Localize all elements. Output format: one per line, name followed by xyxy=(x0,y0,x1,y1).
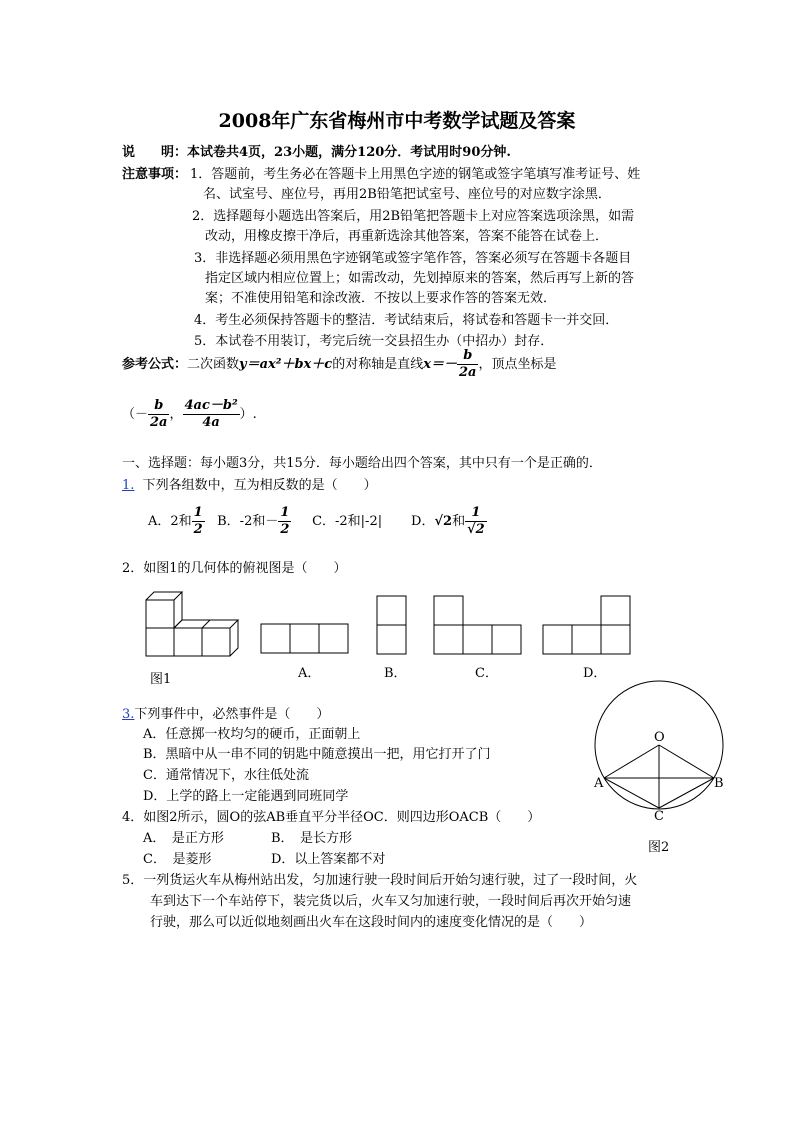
q1-a-prefix: A．2和 xyxy=(148,514,192,529)
formula-mid: 的对称轴是直线 xyxy=(332,357,424,372)
q4-option-c: C． 是菱形 xyxy=(143,852,212,867)
note-4-line1: 4．考生必须保持答题卡的整洁．考试结束后，将试卷和答题卡一并交回． xyxy=(194,313,619,328)
note-2-line2: 改动，用橡皮擦干净后，再重新选涂其他答案，答案不能答在试卷上． xyxy=(205,229,609,244)
question-1-link[interactable]: 1. xyxy=(122,478,135,493)
note-1-line1: 1．答题前，考生务必在答题卡上用黑色字迹的钢笔或签字笔填写准考证号、姓 xyxy=(190,167,641,182)
q1-d-prefix: D． xyxy=(411,514,435,529)
note-5-line1: 5．本试卷不用装订，考完后统一交县招生办（中招办）封存． xyxy=(194,334,554,349)
vertex-open: （－ xyxy=(122,407,149,422)
question-3-text: 下列事件中，必然事件是（ ） xyxy=(134,707,330,722)
explain-label: 说 明： xyxy=(122,145,188,160)
question-3-link[interactable]: 3. xyxy=(122,707,135,722)
q3-option-d: D．上学的路上一定能遇到同班同学 xyxy=(143,789,349,804)
point-a-label: A xyxy=(594,776,604,791)
q1-d-root: √2 xyxy=(434,514,453,529)
note-3-line2: 指定区域内相应位置上；如需改动，先划掉原来的答案，然后再写上新的答 xyxy=(205,271,635,286)
q4-option-d: D．以上答案都不对 xyxy=(271,852,386,867)
question-5-line1: 5．一列货运火车从梅州站出发，匀加速行驶一段时间后开始匀速行驶，过了一段时间，火 xyxy=(122,873,638,888)
figure-1-caption: 图1 xyxy=(150,672,172,687)
question-5-line2: 车到达下一个车站停下，装完货以后，火车又匀加速行驶，一段时间后再次开始匀速 xyxy=(150,894,632,909)
page-title: 2008年广东省梅州市中考数学试题及答案 xyxy=(218,110,576,132)
vertex-x-denominator: 2a xyxy=(150,415,168,430)
formula-axis-prefix: x＝－ xyxy=(423,357,457,372)
question-5-line3: 行驶，那么可以近似地刻画出火车在这段时间内的速度变化情况的是（ ） xyxy=(150,915,593,930)
question-4-text: 4．如图2所示，圆O的弦AB垂直平分半径OC．则四边形OACB（ ） xyxy=(122,810,541,825)
option-a-label: A． xyxy=(298,666,321,681)
notes-label: 注意事项： xyxy=(122,167,188,182)
formula-func: y＝ax²＋bx＋c xyxy=(239,357,333,372)
q3-option-a: A．任意掷一枚均匀的硬币，正面朝上 xyxy=(143,727,361,742)
q3-option-b: B．黑暗中从一串不同的钥匙中随意摸出一把，用它打开了门 xyxy=(143,747,491,762)
q1-b-num: 1 xyxy=(280,505,290,520)
vertex-x-numerator: b xyxy=(148,398,169,415)
question-1-text: 下列各组数中，互为相反数的是（ ） xyxy=(142,478,377,493)
q1-b-den: 2 xyxy=(280,522,290,537)
note-3-line3: 案；不准使用铅笔和涂改液．不按以上要求作答的答案无效． xyxy=(205,291,557,306)
q4-option-b: B． 是长方形 xyxy=(271,831,353,846)
q1-d-and: 和 xyxy=(452,514,466,529)
q1-a-num: 1 xyxy=(193,505,203,520)
vertex-y-denominator: 4a xyxy=(202,415,220,430)
note-1-line2: 名、试室号、座位号，再用2B铅笔把试室号、座位号的对应数字涂黑． xyxy=(203,187,611,202)
point-b-label: B xyxy=(714,776,724,791)
q1-option-c: C．-2和|-2| xyxy=(312,514,383,529)
q1-d-num: 1 xyxy=(465,505,487,522)
option-c-label: C． xyxy=(475,666,498,681)
q4-option-a: A． 是正方形 xyxy=(143,831,224,846)
question-2-text: 2．如图1的几何体的俯视图是（ ） xyxy=(122,561,347,576)
vertex-comma: ， xyxy=(169,407,183,422)
formula-label: 参考公式： xyxy=(122,357,188,372)
formula-post: ，顶点坐标是 xyxy=(478,357,557,372)
point-o-label: O xyxy=(654,730,665,745)
option-d-label: D． xyxy=(583,666,607,681)
axis-numerator: b xyxy=(457,348,478,365)
vertex-close: ）. xyxy=(239,407,257,422)
option-b-label: B． xyxy=(384,666,407,681)
question-3 xyxy=(122,703,329,722)
vertex-y-numerator: 4ac－b² xyxy=(184,398,238,413)
figure-2-caption: 图2 xyxy=(648,840,670,855)
point-c-label: C xyxy=(654,809,664,824)
q1-b-prefix: B．-2和－ xyxy=(217,514,279,529)
note-3-line1: 3．非选择题必须用黑色字迹钢笔或签字笔作答，答案必须写在答题卡各题目 xyxy=(194,251,632,266)
explain-text: 本试卷共4页，23小题，满分120分．考试用时90分钟. xyxy=(187,145,511,160)
q1-d-den: √2 xyxy=(467,522,485,537)
q1-a-den: 2 xyxy=(193,522,203,537)
axis-denominator: 2a xyxy=(459,365,477,380)
section-1-heading: 一、选择题：每小题3分，共15分．每小题给出四个答案，其中只有一个是正确的． xyxy=(122,456,602,471)
formula-pre: 二次函数 xyxy=(187,357,240,372)
note-2-line1: 2．选择题每小题选出答案后，用2B铅笔把答题卡上对应答案选项涂黑，如需 xyxy=(192,209,635,224)
q3-option-c: C．通常情况下，水往低处流 xyxy=(143,768,309,783)
